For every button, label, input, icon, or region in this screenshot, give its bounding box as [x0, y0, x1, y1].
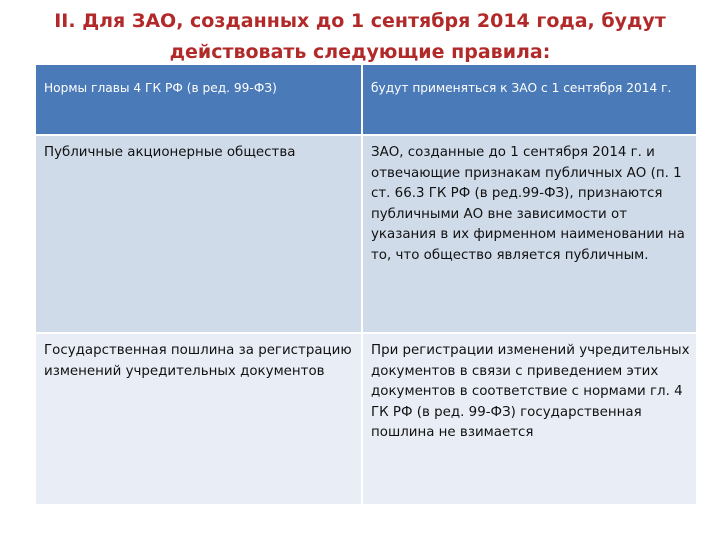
- table-header-row: [36, 65, 696, 135]
- header-cell-norms: Нормы главы 4 ГК РФ (в ред. 99-ФЗ): [36, 65, 362, 135]
- table-row: [36, 333, 696, 504]
- row-2-rule-cell: При регистрации изменений учредительных документов в связи с приведением этих документов в соответствие с нормами гл. 4 ГК РФ (в ред. 99-ФЗ) государственная пошлина не взимается: [362, 333, 696, 504]
- rules-table: [36, 65, 696, 504]
- slide-title: [20, 6, 700, 68]
- row-2-norm-cell: Государственная пошлина за регистрацию изменений учредительных документов: [36, 333, 362, 504]
- table-row: [36, 135, 696, 333]
- header-cell-application: будут применяться к ЗАО с 1 сентября 2014 г.: [362, 65, 696, 135]
- row-1-norm-cell: Публичные акционерные общества: [36, 135, 362, 333]
- slide-title-line-2: действовать следующие правила:: [169, 41, 551, 63]
- slide-title-line-1: II. Для ЗАО, созданных до 1 сентября 2014 года, будут: [54, 10, 666, 32]
- row-1-rule-cell: ЗАО, созданные до 1 сентября 2014 г. и отвечающие признакам публичных АО (п. 1 ст. 66.3 ГК РФ (в ред.99-ФЗ), признаются публичными АО вне зависимости от указания в их фирменном наименовании на то, что общество является публичным.: [362, 135, 696, 333]
